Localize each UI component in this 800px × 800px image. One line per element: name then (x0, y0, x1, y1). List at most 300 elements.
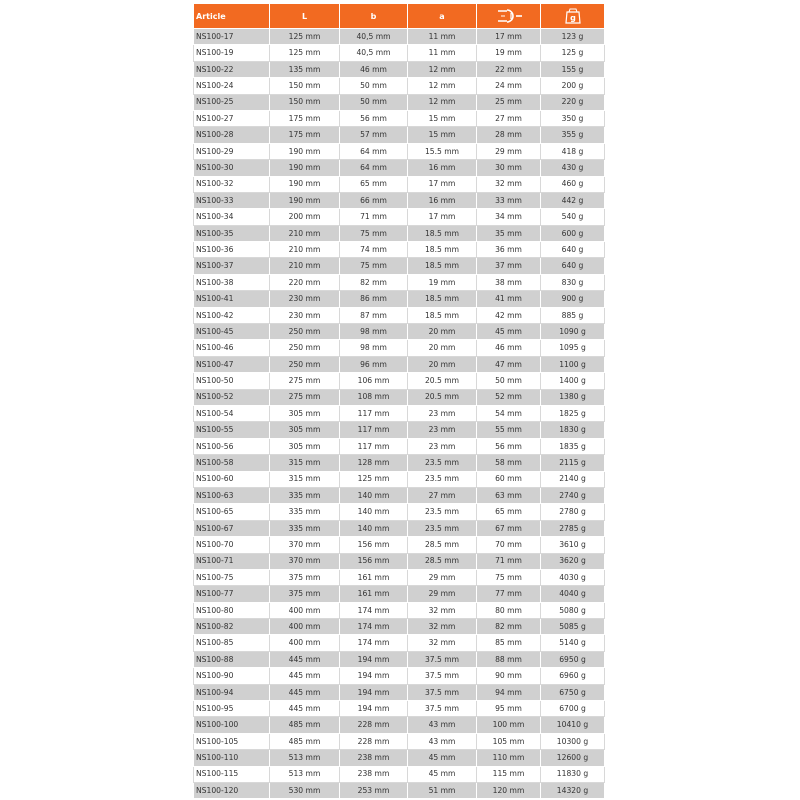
length-cell: 315 mm (270, 455, 340, 471)
wrench-size-cell: 19 mm (477, 45, 541, 61)
article-cell: NS100-94 (194, 684, 270, 700)
width-cell: 71 mm (340, 209, 408, 225)
weight-icon (564, 7, 582, 25)
width-cell: 40,5 mm (340, 45, 408, 61)
length-cell: 230 mm (270, 291, 340, 307)
wrench-size-cell: 58 mm (477, 455, 541, 471)
width-cell: 140 mm (340, 487, 408, 503)
article-cell: NS100-35 (194, 225, 270, 241)
wrench-size-cell: 67 mm (477, 520, 541, 536)
table-row (194, 143, 605, 159)
width-cell: 106 mm (340, 373, 408, 389)
width-cell: 64 mm (340, 160, 408, 176)
article-cell: NS100-50 (194, 373, 270, 389)
table-row (194, 537, 605, 553)
thickness-cell: 15 mm (408, 127, 477, 143)
table-row (194, 94, 605, 110)
table-row (194, 684, 605, 700)
article-cell: NS100-37 (194, 258, 270, 274)
thickness-cell: 20.5 mm (408, 373, 477, 389)
article-cell: NS100-58 (194, 455, 270, 471)
wrench-size-cell: 25 mm (477, 94, 541, 110)
weight-cell: 5140 g (541, 635, 605, 651)
weight-cell: 1400 g (541, 373, 605, 389)
thickness-cell: 45 mm (408, 766, 477, 782)
wrench-size-cell: 88 mm (477, 651, 541, 667)
width-cell: 46 mm (340, 61, 408, 77)
width-cell: 161 mm (340, 569, 408, 585)
length-cell: 190 mm (270, 143, 340, 159)
thickness-cell: 18.5 mm (408, 225, 477, 241)
thickness-cell: 11 mm (408, 29, 477, 45)
wrench-size-cell: 35 mm (477, 225, 541, 241)
weight-cell: 900 g (541, 291, 605, 307)
wrench-size-cell: 94 mm (477, 684, 541, 700)
article-cell: NS100-29 (194, 143, 270, 159)
wrench-size-cell: 60 mm (477, 471, 541, 487)
thickness-cell: 32 mm (408, 619, 477, 635)
article-cell: NS100-22 (194, 61, 270, 77)
article-cell: NS100-19 (194, 45, 270, 61)
wrench-size-cell: 105 mm (477, 733, 541, 749)
wrench-size-cell: 27 mm (477, 110, 541, 126)
wrench-size-cell: 100 mm (477, 717, 541, 733)
thickness-cell: 27 mm (408, 487, 477, 503)
thickness-cell: 29 mm (408, 569, 477, 585)
thickness-cell: 23 mm (408, 438, 477, 454)
thickness-cell: 23.5 mm (408, 504, 477, 520)
length-cell: 125 mm (270, 29, 340, 45)
length-cell: 220 mm (270, 274, 340, 290)
table-row (194, 602, 605, 618)
thickness-cell: 43 mm (408, 733, 477, 749)
weight-cell: 14320 g (541, 782, 605, 798)
length-cell: 305 mm (270, 438, 340, 454)
table-row (194, 324, 605, 340)
wrench-size-cell: 36 mm (477, 242, 541, 258)
table-header (194, 4, 605, 29)
length-cell: 190 mm (270, 160, 340, 176)
length-cell: 175 mm (270, 110, 340, 126)
weight-cell: 355 g (541, 127, 605, 143)
thickness-cell: 12 mm (408, 94, 477, 110)
wrench-size-cell: 85 mm (477, 635, 541, 651)
width-cell: 238 mm (340, 766, 408, 782)
thickness-cell: 20.5 mm (408, 389, 477, 405)
length-cell: 445 mm (270, 668, 340, 684)
width-cell: 174 mm (340, 602, 408, 618)
table-row (194, 651, 605, 667)
article-cell: NS100-80 (194, 602, 270, 618)
width-cell: 75 mm (340, 258, 408, 274)
wrench-size-cell: 82 mm (477, 619, 541, 635)
weight-cell: 600 g (541, 225, 605, 241)
length-cell: 445 mm (270, 701, 340, 717)
article-cell: NS100-46 (194, 340, 270, 356)
article-cell: NS100-38 (194, 274, 270, 290)
length-cell: 445 mm (270, 684, 340, 700)
table-row (194, 438, 605, 454)
thickness-cell: 20 mm (408, 356, 477, 372)
table-row (194, 471, 605, 487)
width-cell: 74 mm (340, 242, 408, 258)
article-cell: NS100-75 (194, 569, 270, 585)
table-row (194, 274, 605, 290)
length-cell: 513 mm (270, 766, 340, 782)
thickness-cell: 15.5 mm (408, 143, 477, 159)
width-cell: 128 mm (340, 455, 408, 471)
table-row (194, 29, 605, 45)
width-cell: 98 mm (340, 340, 408, 356)
length-cell: 513 mm (270, 750, 340, 766)
header-width: b (340, 4, 408, 29)
header-length: L (270, 4, 340, 29)
table-row (194, 668, 605, 684)
table-row (194, 242, 605, 258)
thickness-cell: 18.5 mm (408, 242, 477, 258)
article-cell: NS100-33 (194, 192, 270, 208)
wrench-size-cell: 41 mm (477, 291, 541, 307)
table-row (194, 176, 605, 192)
weight-cell: 6750 g (541, 684, 605, 700)
table-row (194, 455, 605, 471)
width-cell: 156 mm (340, 537, 408, 553)
article-cell: NS100-45 (194, 324, 270, 340)
length-cell: 335 mm (270, 520, 340, 536)
table-row (194, 291, 605, 307)
width-cell: 66 mm (340, 192, 408, 208)
table-row (194, 619, 605, 635)
weight-cell: 640 g (541, 242, 605, 258)
length-cell: 375 mm (270, 569, 340, 585)
width-cell: 174 mm (340, 619, 408, 635)
thickness-cell: 20 mm (408, 324, 477, 340)
wrench-size-cell: 30 mm (477, 160, 541, 176)
wrench-size-cell: 120 mm (477, 782, 541, 798)
wrench-size-cell: 32 mm (477, 176, 541, 192)
width-cell: 253 mm (340, 782, 408, 798)
table-row (194, 61, 605, 77)
article-cell: NS100-28 (194, 127, 270, 143)
thickness-cell: 18.5 mm (408, 258, 477, 274)
length-cell: 400 mm (270, 635, 340, 651)
thickness-cell: 32 mm (408, 635, 477, 651)
weight-cell: 540 g (541, 209, 605, 225)
table-body (194, 29, 605, 799)
weight-cell: 2780 g (541, 504, 605, 520)
weight-cell: 3610 g (541, 537, 605, 553)
width-cell: 56 mm (340, 110, 408, 126)
article-cell: NS100-105 (194, 733, 270, 749)
article-cell: NS100-65 (194, 504, 270, 520)
article-cell: NS100-82 (194, 619, 270, 635)
weight-cell: 442 g (541, 192, 605, 208)
table-row (194, 782, 605, 798)
wrench-size-cell: 75 mm (477, 569, 541, 585)
weight-cell: 2785 g (541, 520, 605, 536)
length-cell: 250 mm (270, 324, 340, 340)
table-row (194, 586, 605, 602)
length-cell: 400 mm (270, 619, 340, 635)
weight-cell: 1825 g (541, 405, 605, 421)
width-cell: 140 mm (340, 504, 408, 520)
weight-cell: 350 g (541, 110, 605, 126)
wrench-size-cell: 45 mm (477, 324, 541, 340)
wrench-size-cell: 33 mm (477, 192, 541, 208)
article-cell: NS100-70 (194, 537, 270, 553)
article-cell: NS100-110 (194, 750, 270, 766)
header-weight (541, 4, 605, 29)
table-row (194, 356, 605, 372)
table-row (194, 192, 605, 208)
article-cell: NS100-27 (194, 110, 270, 126)
article-cell: NS100-42 (194, 307, 270, 323)
weight-cell: 123 g (541, 29, 605, 45)
article-cell: NS100-36 (194, 242, 270, 258)
width-cell: 194 mm (340, 701, 408, 717)
article-cell: NS100-88 (194, 651, 270, 667)
table-row (194, 78, 605, 94)
article-cell: NS100-63 (194, 487, 270, 503)
table-row (194, 701, 605, 717)
table-row (194, 635, 605, 651)
width-cell: 228 mm (340, 717, 408, 733)
width-cell: 96 mm (340, 356, 408, 372)
length-cell: 485 mm (270, 717, 340, 733)
article-cell: NS100-25 (194, 94, 270, 110)
width-cell: 238 mm (340, 750, 408, 766)
wrench-size-cell: 34 mm (477, 209, 541, 225)
wrench-size-cell: 50 mm (477, 373, 541, 389)
article-cell: NS100-24 (194, 78, 270, 94)
thickness-cell: 16 mm (408, 192, 477, 208)
article-cell: NS100-120 (194, 782, 270, 798)
length-cell: 530 mm (270, 782, 340, 798)
table-row (194, 340, 605, 356)
weight-cell: 10300 g (541, 733, 605, 749)
width-cell: 50 mm (340, 78, 408, 94)
width-cell: 40,5 mm (340, 29, 408, 45)
width-cell: 174 mm (340, 635, 408, 651)
table-row (194, 225, 605, 241)
table-row (194, 209, 605, 225)
thickness-cell: 12 mm (408, 78, 477, 94)
table-row (194, 127, 605, 143)
weight-cell: 155 g (541, 61, 605, 77)
width-cell: 87 mm (340, 307, 408, 323)
wrench-size-cell: 22 mm (477, 61, 541, 77)
weight-cell: 640 g (541, 258, 605, 274)
length-cell: 135 mm (270, 61, 340, 77)
thickness-cell: 12 mm (408, 61, 477, 77)
article-cell: NS100-55 (194, 422, 270, 438)
length-cell: 250 mm (270, 356, 340, 372)
thickness-cell: 23.5 mm (408, 455, 477, 471)
article-cell: NS100-41 (194, 291, 270, 307)
width-cell: 194 mm (340, 684, 408, 700)
article-cell: NS100-67 (194, 520, 270, 536)
weight-cell: 220 g (541, 94, 605, 110)
weight-cell: 418 g (541, 143, 605, 159)
width-cell: 64 mm (340, 143, 408, 159)
thickness-cell: 16 mm (408, 160, 477, 176)
thickness-cell: 32 mm (408, 602, 477, 618)
width-cell: 117 mm (340, 422, 408, 438)
wrench-size-cell: 17 mm (477, 29, 541, 45)
header-thickness: a (408, 4, 477, 29)
wrench-size-cell: 42 mm (477, 307, 541, 323)
header-wrench-size (477, 4, 541, 29)
length-cell: 305 mm (270, 422, 340, 438)
length-cell: 210 mm (270, 242, 340, 258)
table-row (194, 307, 605, 323)
length-cell: 230 mm (270, 307, 340, 323)
width-cell: 75 mm (340, 225, 408, 241)
article-cell: NS100-56 (194, 438, 270, 454)
width-cell: 82 mm (340, 274, 408, 290)
width-cell: 117 mm (340, 405, 408, 421)
table-row (194, 160, 605, 176)
article-cell: NS100-54 (194, 405, 270, 421)
weight-cell: 460 g (541, 176, 605, 192)
header-row (194, 4, 605, 29)
article-cell: NS100-85 (194, 635, 270, 651)
wrench-size-cell: 65 mm (477, 504, 541, 520)
length-cell: 335 mm (270, 504, 340, 520)
weight-cell: 10410 g (541, 717, 605, 733)
width-cell: 57 mm (340, 127, 408, 143)
thickness-cell: 23 mm (408, 422, 477, 438)
width-cell: 117 mm (340, 438, 408, 454)
thickness-cell: 23 mm (408, 405, 477, 421)
length-cell: 190 mm (270, 192, 340, 208)
thickness-cell: 18.5 mm (408, 307, 477, 323)
article-cell: NS100-32 (194, 176, 270, 192)
width-cell: 50 mm (340, 94, 408, 110)
width-cell: 228 mm (340, 733, 408, 749)
length-cell: 445 mm (270, 651, 340, 667)
width-cell: 140 mm (340, 520, 408, 536)
thickness-cell: 43 mm (408, 717, 477, 733)
weight-cell: 2140 g (541, 471, 605, 487)
thickness-cell: 28.5 mm (408, 553, 477, 569)
wrench-size-cell: 95 mm (477, 701, 541, 717)
length-cell: 400 mm (270, 602, 340, 618)
header-article: Article (194, 4, 270, 29)
thickness-cell: 17 mm (408, 209, 477, 225)
length-cell: 305 mm (270, 405, 340, 421)
width-cell: 125 mm (340, 471, 408, 487)
wrench-size-cell: 90 mm (477, 668, 541, 684)
thickness-cell: 23.5 mm (408, 471, 477, 487)
weight-cell: 1830 g (541, 422, 605, 438)
article-cell: NS100-17 (194, 29, 270, 45)
weight-cell: 1835 g (541, 438, 605, 454)
thickness-cell: 51 mm (408, 782, 477, 798)
wrench-size-cell: 28 mm (477, 127, 541, 143)
table-row (194, 405, 605, 421)
width-cell: 161 mm (340, 586, 408, 602)
length-cell: 210 mm (270, 225, 340, 241)
length-cell: 370 mm (270, 553, 340, 569)
wrench-size-cell: 46 mm (477, 340, 541, 356)
wrench-size-cell: 24 mm (477, 78, 541, 94)
weight-cell: 1380 g (541, 389, 605, 405)
table-row (194, 258, 605, 274)
article-cell: NS100-77 (194, 586, 270, 602)
wrench-size-cell: 52 mm (477, 389, 541, 405)
table-row (194, 553, 605, 569)
thickness-cell: 37.5 mm (408, 651, 477, 667)
length-cell: 190 mm (270, 176, 340, 192)
weight-unit-label: g (569, 13, 576, 23)
spec-table (193, 3, 605, 799)
weight-cell: 1095 g (541, 340, 605, 356)
article-cell: NS100-100 (194, 717, 270, 733)
wrench-size-icon (494, 8, 524, 24)
thickness-cell: 23.5 mm (408, 520, 477, 536)
thickness-cell: 20 mm (408, 340, 477, 356)
weight-cell: 2115 g (541, 455, 605, 471)
wrench-size-cell: 115 mm (477, 766, 541, 782)
width-cell: 98 mm (340, 324, 408, 340)
article-cell: NS100-30 (194, 160, 270, 176)
table-row (194, 422, 605, 438)
length-cell: 210 mm (270, 258, 340, 274)
table-row (194, 569, 605, 585)
thickness-cell: 45 mm (408, 750, 477, 766)
weight-cell: 5080 g (541, 602, 605, 618)
weight-cell: 1100 g (541, 356, 605, 372)
length-cell: 250 mm (270, 340, 340, 356)
wrench-size-cell: 71 mm (477, 553, 541, 569)
table-row (194, 373, 605, 389)
table-row (194, 110, 605, 126)
weight-cell: 4030 g (541, 569, 605, 585)
wrench-size-cell: 37 mm (477, 258, 541, 274)
article-cell: NS100-95 (194, 701, 270, 717)
thickness-cell: 19 mm (408, 274, 477, 290)
wrench-size-cell: 56 mm (477, 438, 541, 454)
article-cell: NS100-47 (194, 356, 270, 372)
weight-cell: 11830 g (541, 766, 605, 782)
thickness-cell: 29 mm (408, 586, 477, 602)
wrench-size-cell: 55 mm (477, 422, 541, 438)
length-cell: 335 mm (270, 487, 340, 503)
width-cell: 86 mm (340, 291, 408, 307)
length-cell: 125 mm (270, 45, 340, 61)
wrench-size-cell: 29 mm (477, 143, 541, 159)
table-row (194, 487, 605, 503)
wrench-size-cell: 63 mm (477, 487, 541, 503)
wrench-size-cell: 77 mm (477, 586, 541, 602)
thickness-cell: 37.5 mm (408, 684, 477, 700)
thickness-cell: 15 mm (408, 110, 477, 126)
weight-cell: 6950 g (541, 651, 605, 667)
table-row (194, 504, 605, 520)
thickness-cell: 11 mm (408, 45, 477, 61)
weight-cell: 200 g (541, 78, 605, 94)
table-row (194, 750, 605, 766)
length-cell: 275 mm (270, 373, 340, 389)
thickness-cell: 28.5 mm (408, 537, 477, 553)
width-cell: 194 mm (340, 651, 408, 667)
table-row (194, 733, 605, 749)
spec-table-container (193, 3, 604, 799)
wrench-size-cell: 38 mm (477, 274, 541, 290)
length-cell: 175 mm (270, 127, 340, 143)
table-row (194, 45, 605, 61)
